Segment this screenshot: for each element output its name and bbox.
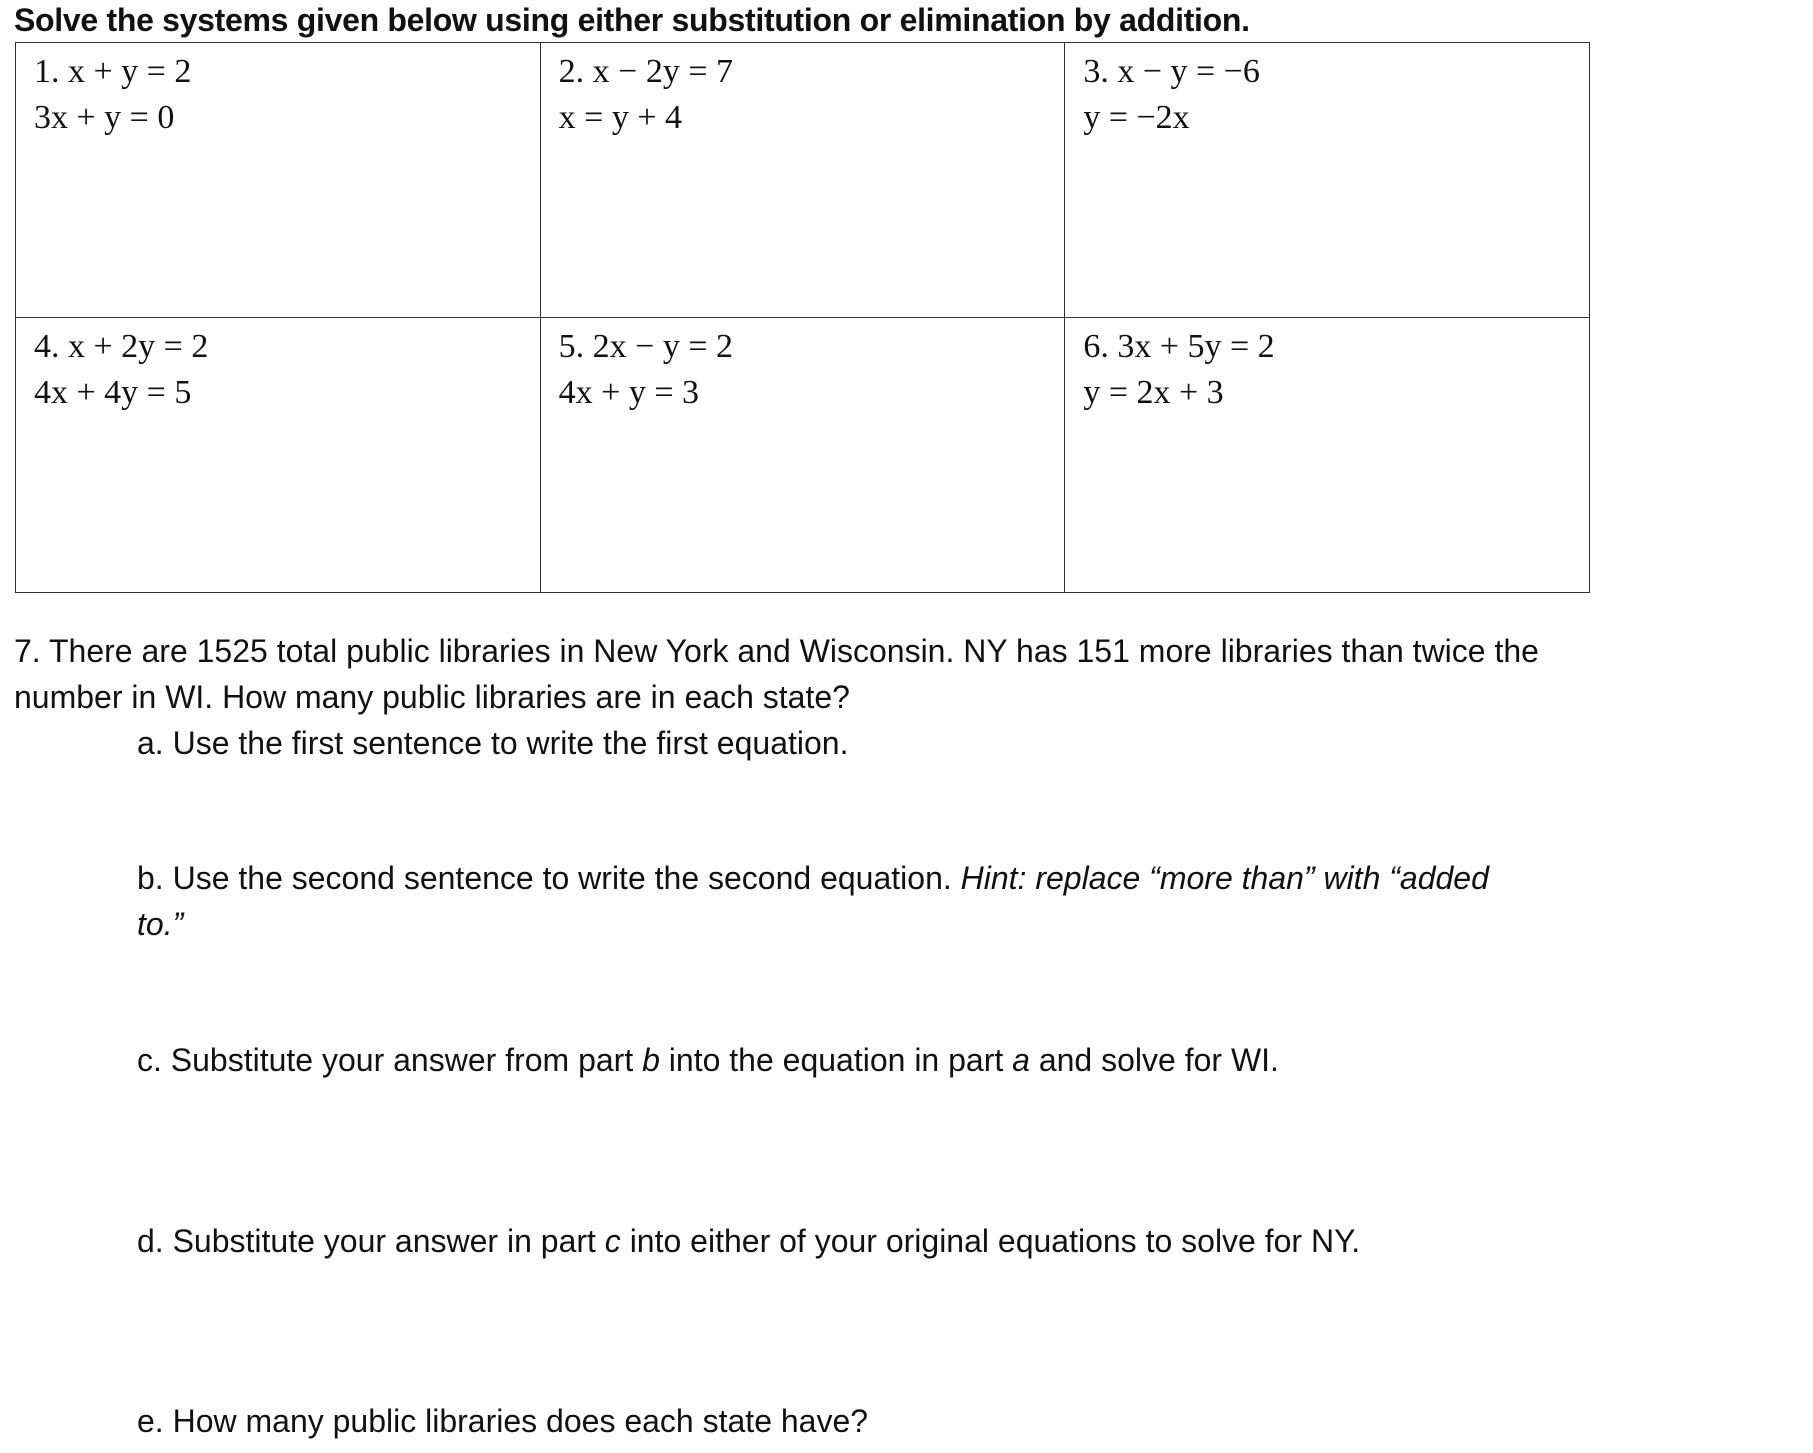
system-5-line-1: 5. 2x − y = 2 — [558, 328, 734, 365]
system-6-line-1: 6. 3x + 5y = 2 — [1083, 328, 1275, 365]
part-a: a. Use the first sentence to write the first equation. — [137, 725, 849, 761]
system-cell-4[interactable] — [16, 318, 541, 593]
system-cell-5[interactable] — [540, 318, 1065, 593]
problem-7-text: 7. There are 1525 total public libraries in New York and Wisconsin. NY has 151 more libraries than twice the number in WI. How many public libraries are in each state? — [14, 633, 1539, 715]
worksheet-heading: Solve the systems given below using either substitution or elimination by addition. — [14, 2, 1250, 38]
part-d-pre: d. Substitute your answer in part — [137, 1223, 605, 1259]
part-c-post: and solve for WI. — [1029, 1042, 1279, 1078]
system-5-line-2: 4x + y = 3 — [558, 374, 700, 411]
system-4-line-2: 4x + 4y = 5 — [34, 374, 192, 411]
system-cell-3[interactable] — [1065, 43, 1590, 318]
system-cell-2[interactable] — [540, 43, 1065, 318]
part-c-mid: into the equation in part — [659, 1042, 1013, 1078]
systems-row — [16, 318, 1590, 593]
part-c — [137, 1037, 1537, 1083]
part-c-ref-b: b — [642, 1042, 660, 1078]
systems-row — [16, 43, 1590, 318]
part-d-post: into either of your original equations to solve for NY. — [620, 1223, 1361, 1259]
part-d — [137, 1218, 1537, 1264]
part-b-text: b. Use the second sentence to write the second equation. — [137, 860, 961, 896]
systems-grid — [15, 42, 1590, 593]
system-cell-6[interactable] — [1065, 318, 1590, 593]
system-cell-1[interactable] — [16, 43, 541, 318]
system-1-line-2: 3x + y = 0 — [34, 99, 175, 136]
part-b-hint: Hint: replace “more than” with “added to.” — [137, 860, 1489, 942]
system-4-line-1: 4. x + 2y = 2 — [34, 328, 209, 365]
system-1-line-1: 1. x + y = 2 — [34, 53, 192, 90]
system-3-line-1: 3. x − y = −6 — [1083, 53, 1260, 90]
part-e: e. How many public libraries does each state have? — [137, 1403, 869, 1439]
system-6-line-2: y = 2x + 3 — [1083, 374, 1224, 411]
system-2-line-1: 2. x − 2y = 7 — [558, 53, 734, 90]
part-c-pre: c. Substitute your answer from part — [137, 1042, 643, 1078]
part-c-ref-a: a — [1012, 1042, 1030, 1078]
part-b — [137, 855, 1537, 947]
system-3-line-2: y = −2x — [1083, 99, 1190, 136]
system-2-line-2: x = y + 4 — [558, 99, 683, 136]
part-d-ref-c: c — [604, 1223, 621, 1259]
